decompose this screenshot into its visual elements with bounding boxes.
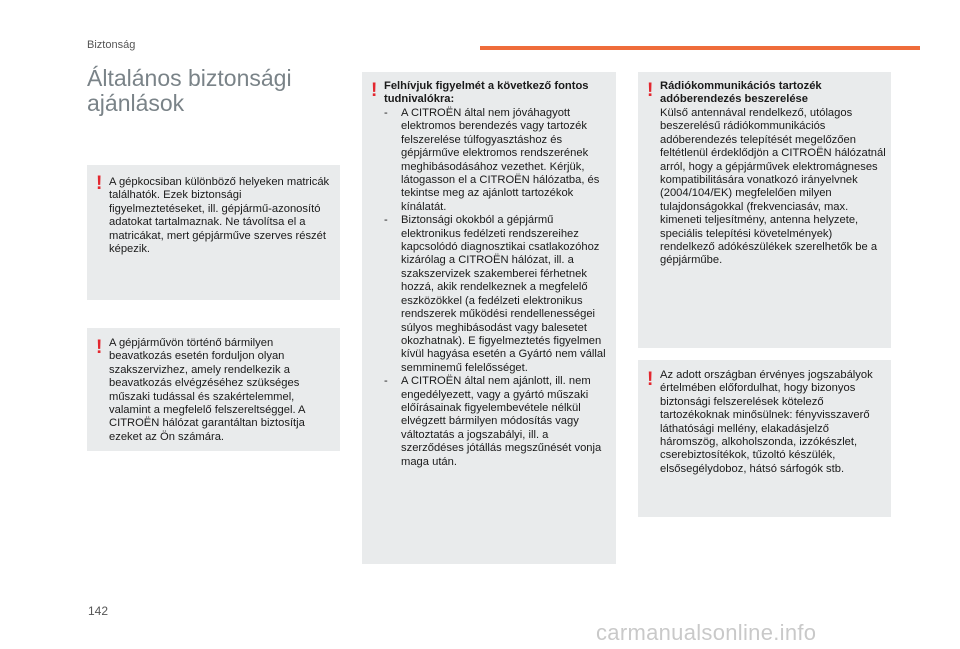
list-item-text: A CITROËN által nem jóváhagyott elektromos berendezés vagy tartozék felszerelése túlfogyasztáshoz és gépjárműve elektromos rendszerének meghibásodásához vezethet. Kérjük, látogasson el a CITROËN hálózatba, és tekintse meg az ajánlott tartozékok kínálatát. [401, 107, 600, 213]
warning-icon: ! [371, 80, 378, 101]
list-item [384, 107, 612, 214]
list-dash: - [384, 107, 388, 119]
list-item-text: A CITROËN által nem ajánlott, ill. nem engedélyezett, vagy a gyártó műszaki előírásainak figyelembevétele nélkül elvégzett bármilyen módosítás vagy változtatás a jogszabályi, ill. a szerződéses jótállás megszűnését vonja maga után. [401, 375, 602, 468]
page-title: Általános biztonsági ajánlások [87, 65, 292, 116]
list-item-text: Biztonsági okokból a gépjármű elektronikus fedélzeti rendszereihez kapcsolódó diagnosztikai csatlakozóhoz kizárólag a CITROËN hálózat, ill. a szakszervizek szakemberei férhetnek hozzá, akik rendelkeznek a megfelelő eszközökkel (a fedélzeti elektronikus rendszerek működési rendellenességei súlyos meghibásodást vagy balesetet okozhatnak). E figyelmeztetés figyelmen kívül hagyása esetén a Gyártó nem vállal semminemű felelősséget. [401, 214, 606, 374]
page-number: 142 [88, 604, 109, 618]
radio-heading: Rádiókommunikációs tartozék adóberendezés beszerelése [660, 80, 822, 106]
warning-icon: ! [96, 337, 103, 358]
accent-bar [480, 46, 920, 50]
warning-icon: ! [647, 369, 654, 390]
section-label: Biztonság [87, 39, 136, 51]
equipment-text: Az adott országban érvényes jogszabályok értelmében előfordulhat, hogy bizonyos biztonsági felszerelések kötelező tartozékoknak minősülnek: fényvisszaverő láthatósági mellény, elakadásjelző háromszög, alkoholszonda, izzókészlet, cserebiztosítékok, tűzoltó készülék, elsősegélydoboz, hátsó sárfogók stb. [660, 369, 873, 475]
watermark: carmanualsonline.info [596, 620, 817, 645]
notices-list [384, 107, 612, 469]
notices-heading: Felhívjuk figyelmét a következő fontos tudnivalókra: [384, 80, 589, 106]
warning-icon: ! [96, 173, 103, 194]
list-dash: - [384, 375, 388, 388]
list-item [384, 214, 612, 375]
service-text: A gépjárművön történő bármilyen beavatkozás esetén forduljon olyan szakszervizhez, amely rendelkezik a beavatkozás elvégzéséhez szükséges műszaki tudással és szakértelemmel, valamint a megfelelő felszereltséggel. A CITROËN hálózat garantáltan biztosítja ezeket az Ön számára. [109, 337, 305, 443]
stickers-text: A gépkocsiban különböző helyeken matricák találhatók. Ezek biztonsági figyelmeztetéseket, ill. gépjármű-azonosító adatokat tartalmaznak. Ne távolítsa el a matricákat, mert gépjárműve szerves részét képezik. [109, 176, 330, 256]
list-item [384, 375, 612, 469]
list-dash: - [384, 214, 388, 227]
radio-text: Külső antennával rendelkező, utólagos beszerelésű rádiókommunikációs adóberendezés telepítését megelőzően feltétlenül érdeklődjön a CITROËN hálózatnál arról, hogy a gépjárművek elektromágneses kompatibilitására vonatkozó irányelvnek (2004/104/EK) megfelelően milyen tulajdonságokkal (frekvenciasáv, max. kimeneti teljesítmény, antenna helyzete, speciális telepítési követelmények) rendelkező adókészülékek szerelhetők be a gépjárműbe. [660, 107, 886, 267]
warning-icon: ! [647, 80, 654, 101]
